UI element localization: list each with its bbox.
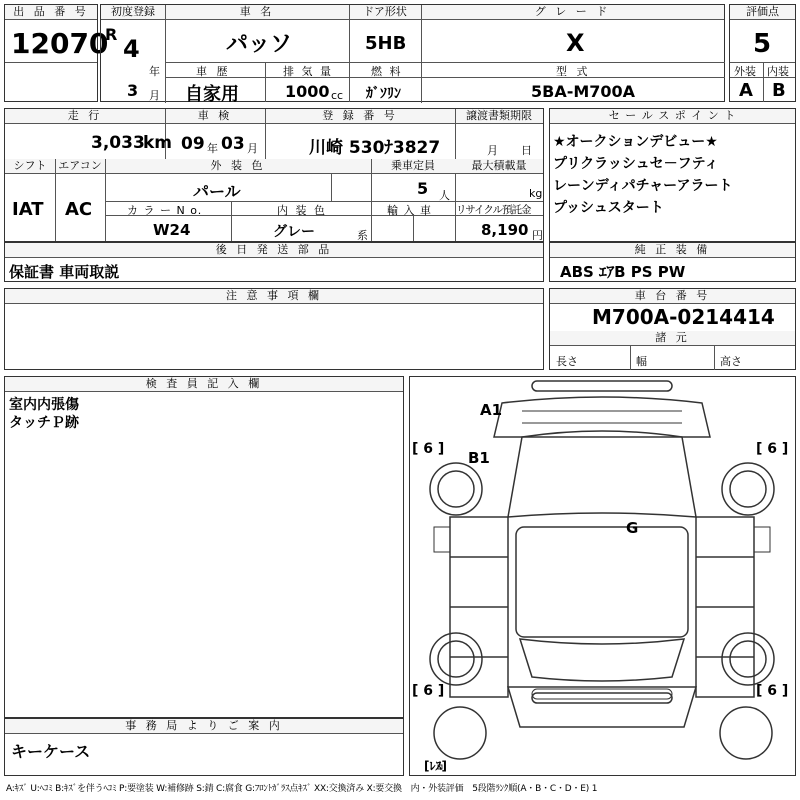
- equipment-box: [549, 242, 796, 282]
- first-reg-label: 初度登録: [101, 5, 165, 20]
- inspection-month-unit: 月: [247, 142, 258, 155]
- dims-height: 高さ: [720, 355, 742, 368]
- score-value: 5: [753, 29, 772, 59]
- inspection-year: 09: [181, 134, 205, 154]
- damage-mark-b1: B1: [468, 449, 490, 467]
- capacity-value: 5: [417, 179, 429, 198]
- dims-width: 幅: [636, 355, 647, 368]
- model-value: 5BA-M700A: [531, 82, 636, 101]
- spare-wheel-shape: [434, 707, 486, 759]
- inspector-line-1: 室内内張傷: [9, 397, 79, 413]
- mileage-label: 走 行: [5, 109, 165, 124]
- later-parts-label: 後 日 発 送 部 品: [5, 243, 543, 258]
- shift-label: シフト: [5, 159, 55, 174]
- displacement-value: 1000: [285, 82, 330, 101]
- spare-tire-note: [ﾚｽ]: [424, 759, 447, 773]
- transfer-label: 譲渡書類期限: [455, 109, 543, 124]
- history-label: 車 歴: [196, 65, 231, 78]
- displacement-label: 排 気 量: [283, 65, 333, 78]
- int-color-unit: 系: [357, 229, 368, 242]
- equipment-label: 純 正 装 備: [550, 243, 795, 258]
- grade-label: グ レ ー ド: [421, 5, 724, 20]
- transfer-month-unit: 月: [487, 144, 498, 157]
- spare-wheel-right-shape: [720, 707, 772, 759]
- office-label: 事 務 局 よ り ご 案 内: [5, 719, 403, 734]
- interior-grade: B: [772, 80, 786, 101]
- capacity-unit: 人: [439, 189, 450, 202]
- grade-value: X: [566, 29, 585, 57]
- ext-color-value: パール: [193, 182, 241, 201]
- exterior-grade: A: [739, 80, 753, 101]
- chassis-label: 車 台 番 号: [550, 289, 795, 304]
- recycle-label: リサイクル預託金: [456, 204, 531, 216]
- import-label: 輸 入 車: [387, 204, 432, 217]
- aircon-label: エアコン: [55, 159, 105, 174]
- rear-window-shape: [520, 639, 684, 681]
- equipment-value: ABS ｴｱB PS PW: [560, 263, 686, 281]
- sales-point-4: プッシュスタート: [553, 200, 664, 216]
- sales-points-box: [549, 108, 796, 242]
- car-name: パッソ: [226, 32, 293, 57]
- inspection-label: 車 検: [165, 109, 265, 124]
- detail-block: [4, 108, 544, 242]
- history-value: 自家用: [185, 84, 239, 105]
- chassis-box: [549, 288, 796, 370]
- car-name-label: 車 名: [165, 5, 349, 20]
- recycle-unit: 円: [532, 229, 543, 242]
- lot-label: 出 品 番 号: [5, 5, 97, 20]
- tire-fr-depth: [ 6 ]: [756, 441, 789, 457]
- dims-label: 諸 元: [550, 331, 795, 346]
- exterior-label: 外装: [734, 65, 756, 78]
- plate-value: 川崎 530ﾅ3827: [309, 138, 441, 158]
- first-reg-era: R: [105, 25, 118, 44]
- inspection-month: 03: [221, 134, 245, 154]
- later-parts-box: [4, 242, 544, 282]
- tire-rl-depth: [ 6 ]: [412, 683, 445, 699]
- plate-label: 登 録 番 号: [265, 109, 455, 124]
- spec-block: [100, 4, 725, 105]
- inspection-year-unit: 年: [207, 142, 218, 155]
- lot-box: [4, 4, 109, 102]
- dims-length: 長さ: [556, 355, 578, 368]
- front-bumper-shape: [532, 381, 672, 391]
- int-color-label: 内 装 色: [277, 204, 327, 217]
- int-color-value: グレー: [273, 224, 315, 240]
- model-label: 型 式: [556, 65, 591, 78]
- roof-shape: [516, 527, 688, 637]
- max-load-unit: kg: [529, 187, 543, 200]
- first-reg-year-unit: 年: [149, 65, 160, 78]
- fuel-label: 燃 料: [371, 65, 403, 78]
- car-diagram: [409, 376, 796, 776]
- door-label: ドア形状: [349, 5, 421, 20]
- inspector-box: [4, 376, 404, 718]
- first-reg-year: 4: [123, 35, 140, 63]
- first-reg-month: 3: [127, 81, 139, 100]
- first-reg-month-unit: 月: [149, 89, 160, 102]
- aircon-value: AC: [65, 199, 93, 220]
- fuel-value: ｶﾞｿﾘﾝ: [366, 86, 401, 102]
- tire-rr-depth: [ 6 ]: [756, 683, 789, 699]
- notes-box: [4, 288, 544, 370]
- inspector-label: 検 査 員 記 入 欄: [5, 377, 403, 392]
- damage-mark-g: G: [626, 519, 639, 537]
- displacement-unit: cc: [331, 89, 344, 102]
- sales-point-2: プリクラッシュセ－フティ: [553, 156, 719, 172]
- score-box: [729, 4, 796, 102]
- windshield-shape: [508, 431, 696, 517]
- damage-mark-a1: A1: [480, 401, 503, 419]
- sales-point-1: ★オークションデビュー★: [553, 134, 718, 150]
- chassis-number: M700A-0214414: [592, 305, 775, 329]
- rear-bumper-shape: [532, 693, 672, 703]
- inspector-line-2: タッチＰ跡: [9, 415, 79, 431]
- interior-label: 内装: [767, 65, 789, 78]
- door-type: 5HB: [365, 33, 407, 54]
- ext-color-label: 外 装 色: [105, 159, 371, 174]
- sales-points-label: セ ー ル ス ポ イ ン ト: [550, 109, 795, 124]
- tire-fl-depth: [ 6 ]: [412, 441, 445, 457]
- notes-label: 注 意 事 項 欄: [5, 289, 543, 304]
- car-diagram-svg: [410, 377, 795, 775]
- mileage-unit: km: [143, 133, 173, 153]
- lot-number: 12070: [11, 27, 109, 60]
- office-box: [4, 718, 404, 776]
- later-parts-value: 保証書 車両取説: [9, 263, 120, 281]
- sales-point-3: レーンディパチャーアラート: [553, 178, 733, 194]
- color-no-value: W24: [153, 221, 191, 239]
- recycle-value: 8,190: [481, 221, 529, 239]
- max-load-label: 最大積載量: [455, 159, 543, 174]
- color-no-label: カ ラ ー N o.: [127, 204, 203, 217]
- office-value: キーケース: [11, 742, 91, 761]
- capacity-label: 乗車定員: [371, 159, 455, 174]
- legend: A:ｷｽﾞ U:ﾍｺﾐ B:ｷｽﾞを伴うﾍｺﾐ P:要塗装 W:補修跡 S:錆 C:腐食 G:ﾌﾛﾝﾄｶﾞﾗｽ点ｷｽﾞ XX:交換済み X:要交換 内・外装評価 5段階ﾗﾝｸ順(A・B・C・D・E) 1: [6, 784, 598, 794]
- mileage-value: 3,033: [91, 133, 145, 153]
- shift-value: IAT: [12, 199, 44, 220]
- score-label: 評価点: [730, 5, 795, 20]
- transfer-day-unit: 日: [521, 144, 532, 157]
